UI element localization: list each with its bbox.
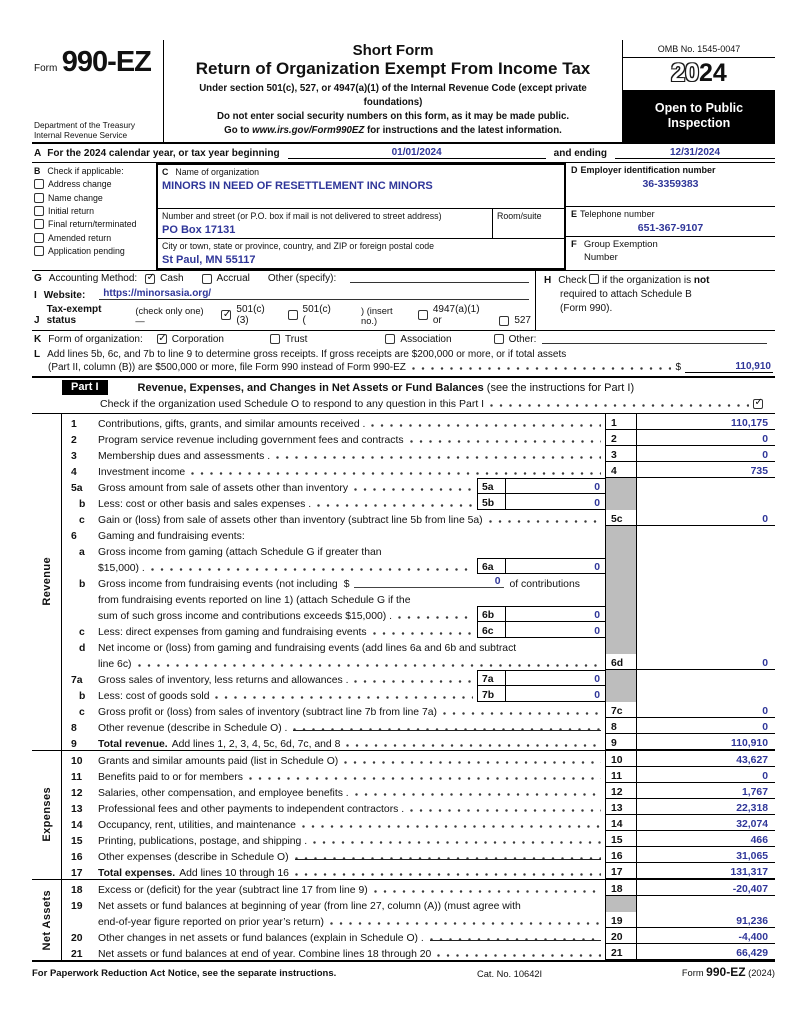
part1-header	[32, 376, 775, 398]
website-label: Website:	[43, 289, 86, 301]
shaded-cell	[605, 526, 637, 542]
revenue-rail	[32, 414, 62, 750]
part1-schedule-o-line: Check if the organization used Schedule O to respond to any question in this Part I ✓	[32, 398, 775, 413]
box-value[interactable]: 0	[594, 625, 600, 637]
line-a	[32, 144, 775, 163]
shaded-cell	[605, 478, 637, 494]
4947a1-checkbox[interactable]	[418, 310, 428, 320]
shaded-cell	[605, 606, 637, 622]
check-initial-return[interactable]: Initial return	[34, 206, 154, 216]
4947a1-option[interactable]: 4947(a)(1) or	[418, 304, 489, 326]
shaded-cell	[605, 542, 637, 558]
amount-field[interactable]: 0	[637, 654, 775, 670]
amount-field[interactable]: -20,407	[637, 880, 775, 896]
cash-checkbox[interactable]	[145, 274, 155, 284]
amount-field[interactable]: 31,065	[637, 847, 775, 863]
section-def	[566, 163, 775, 270]
row-line6a-2: $15,000) . 6a 0	[62, 558, 775, 574]
shaded-cell	[605, 638, 637, 654]
other-specify-field[interactable]	[350, 282, 529, 283]
box-value[interactable]: 0	[594, 497, 600, 509]
tax-year-begin-field[interactable]: 01/01/2024	[288, 147, 546, 159]
row-line6b-2: from fundraising events reported on line 1) (attach Schedule G if the	[62, 590, 775, 606]
org-name-label: Name of organization	[175, 167, 259, 178]
501c-checkbox[interactable]	[288, 310, 298, 320]
shaded-cell	[605, 670, 637, 686]
row-line6d-1: d Net income or (loss) from gaming and fundraising events (add lines 6a and 6b and subtract	[62, 638, 775, 654]
501c-option[interactable]: 501(c) (	[288, 304, 336, 326]
row-line5c: c Gain or (loss) from sale of assets other than inventory (subtract line 5b from line 5a) 5c 0	[62, 510, 775, 526]
name-change-checkbox[interactable]	[34, 193, 44, 203]
row-line12: 12 Salaries, other compensation, and employee benefits . 12 1,767	[62, 783, 775, 799]
section-e-label: E	[571, 209, 578, 220]
527-checkbox[interactable]	[499, 316, 509, 326]
title-sub3: Go to www.irs.gov/Form990EZ for instructions and the latest information.	[224, 125, 562, 137]
row-line6a-1: a Gross income from gaming (attach Schedule G if greater than	[62, 542, 775, 558]
amount-field[interactable]: 0	[637, 510, 775, 526]
part1-table	[32, 413, 775, 962]
line-a-text: For the 2024 calendar year, or tax year beginning	[47, 148, 280, 160]
section-g: G Accounting Method: ✓ Cash Accrual Other (specify):	[32, 273, 535, 284]
amount-field[interactable]: 0	[637, 718, 775, 734]
tax-year: 2024	[671, 59, 727, 87]
corporation-option[interactable]: ✓ Corporation	[157, 334, 224, 345]
open-to-public-badge: Open to Public Inspection	[623, 90, 775, 142]
row-line7c: c Gross profit or (loss) from sales of inventory (subtract line 7b from line 7a) 7c 0	[62, 702, 775, 718]
line-a-label: A	[34, 148, 42, 160]
association-checkbox[interactable]	[385, 334, 395, 344]
accrual-option[interactable]: Accrual	[202, 273, 250, 284]
row-line6: 6 Gaming and fundraising events:	[62, 526, 775, 542]
shaded-cell	[605, 622, 637, 638]
row-line3: 3 Membership dues and assessments . 3 0	[62, 446, 775, 462]
net-assets-label: Net Assets	[40, 889, 53, 950]
check-address-change[interactable]: Address change	[34, 179, 154, 189]
trust-checkbox[interactable]	[270, 334, 280, 344]
amount-field[interactable]: 0	[637, 767, 775, 783]
telephone-field[interactable]: 651-367-9107	[637, 222, 704, 235]
title-sub1: Under section 501(c), 527, or 4947(a)(1) of the Internal Revenue Code (except private foundations)	[199, 83, 587, 109]
amount-field[interactable]: 466	[637, 831, 775, 847]
gross-receipts-field[interactable]: 110,910	[685, 361, 773, 373]
row-line5b: b Less: cost or other basis and sales expenses . 5b 0	[62, 494, 775, 510]
row-line6b-1: b Gross income from fundraising events (not including $ 0 of contributions	[62, 574, 775, 590]
check-application-pending[interactable]: Application pending	[34, 246, 154, 256]
form-number-block	[32, 40, 164, 142]
row-line4: 4 Investment income 4 735	[62, 462, 775, 478]
amount-field[interactable]: 0	[637, 446, 775, 462]
box-value[interactable]: 0	[594, 481, 600, 493]
form-footer-id: Form 990-EZ (2024)	[681, 964, 775, 979]
omb-number: OMB No. 1545-0047	[623, 40, 775, 58]
omb-year-block	[623, 40, 775, 142]
shaded-cell	[605, 574, 637, 590]
row-line5a: 5a Gross amount from sale of assets other than inventory 5a 0	[62, 478, 775, 494]
amount-field[interactable]: 0	[637, 430, 775, 446]
entity-block	[32, 163, 775, 271]
net-assets-group	[32, 880, 775, 962]
form-title-block	[164, 40, 623, 142]
amount-field[interactable]: 91,236	[637, 912, 775, 928]
box-value[interactable]: 0	[594, 673, 600, 685]
row-line19-1: 19 Net assets or fund balances at beginning of year (from line 27, column (A)) (must agree with	[62, 896, 775, 912]
revenue-group	[32, 414, 775, 751]
other-org-checkbox[interactable]	[494, 334, 504, 344]
amount-field[interactable]: 110,175	[637, 414, 775, 430]
accounting-method-label: Accounting Method:	[48, 273, 138, 285]
shaded-cell	[605, 896, 637, 912]
part1-note: (see the instructions for Part I)	[486, 381, 635, 394]
row-line7b: b Less: cost of goods sold 7b 0	[62, 686, 775, 702]
section-h: H Check if the organization is not required to attach Schedule B (Form 990).	[535, 271, 775, 330]
shaded-cell	[605, 494, 637, 510]
row-line11: 11 Benefits paid to or for members 11 0	[62, 767, 775, 783]
dot-leader	[490, 404, 749, 407]
row-line15: 15 Printing, publications, postage, and shipping . 15 466	[62, 831, 775, 847]
title-short-form: Short Form	[352, 42, 434, 59]
box-value[interactable]: 0	[594, 689, 600, 701]
other-specify-label: Other (specify):	[267, 273, 337, 285]
row-line9: 9 Total revenue. Add lines 1, 2, 3, 4, 5c, 6d, 7c, and 8 9 110,910	[62, 734, 775, 750]
check-name-change[interactable]: Name change	[34, 193, 154, 203]
and-ending-text: and ending	[553, 148, 607, 160]
shaded-cell	[605, 686, 637, 702]
dept-treasury: Department of the Treasury	[34, 120, 135, 131]
section-b	[32, 163, 156, 270]
accrual-checkbox[interactable]	[202, 274, 212, 284]
amount-field[interactable]: 22,318	[637, 799, 775, 815]
row-line8: 8 Other revenue (describe in Schedule O) . 8 0	[62, 718, 775, 734]
section-l-line2: (Part II, column (B)) are $500,000 or more, file Form 990 instead of Form 990-EZ $ 110,910	[48, 360, 771, 373]
dollar-sign: $	[675, 361, 681, 373]
schedule-b-checkbox[interactable]	[589, 274, 599, 284]
association-option[interactable]: Association	[385, 334, 451, 345]
city-label: City or town, state or province, country, and ZIP or foreign postal code	[162, 241, 435, 252]
irs-url: www.irs.gov/Form990EZ	[252, 125, 365, 137]
street-label: Number and street (or P.O. box if mail is not delivered to street address)	[162, 211, 442, 222]
section-c	[156, 163, 566, 270]
address-change-checkbox[interactable]	[34, 179, 44, 189]
final-return-checkbox[interactable]	[34, 219, 44, 229]
net-assets-rail	[32, 880, 62, 960]
amount-field[interactable]: 110,910	[637, 734, 775, 750]
section-b-title: Check if applicable:	[47, 166, 124, 177]
amount-field[interactable]: 66,429	[637, 944, 775, 960]
row-line7a: 7a Gross sales of inventory, less returns and allowances . 7a 0	[62, 670, 775, 686]
row-line2: 2 Program service revenue including government fees and contracts 2 0	[62, 430, 775, 446]
corporation-checkbox[interactable]	[157, 334, 167, 344]
amount-field[interactable]: -4,400	[637, 928, 775, 944]
row-line18: 18 Excess or (deficit) for the year (subtract line 17 from line 9) 18 -20,407	[62, 880, 775, 896]
row-line14: 14 Occupancy, rent, utilities, and maintenance 14 32,074	[62, 815, 775, 831]
section-c-label: C	[162, 167, 169, 178]
initial-return-checkbox[interactable]	[34, 206, 44, 216]
section-j: J Tax-exempt status (check only one) — ✓ 501(c)(3) 501(c) ( ) (insert no.) 4947(a)(1) or 527	[32, 304, 535, 326]
tax-year-end-field[interactable]: 12/31/2024	[615, 147, 775, 159]
city-field[interactable]: St Paul, MN 55117	[162, 254, 256, 267]
form-number: 990-EZ	[61, 46, 151, 78]
row-line1: 1 Contributions, gifts, grants, and similar amounts received . 1 110,175	[62, 414, 775, 430]
other-org-field[interactable]	[542, 343, 767, 344]
row-line10: 10 Grants and similar amounts paid (list in Schedule O) 10 43,627	[62, 751, 775, 767]
row-line16: 16 Other expenses (describe in Schedule O) 16 31,065	[62, 847, 775, 863]
501c3-option[interactable]: ✓ 501(c)(3)	[221, 304, 275, 326]
check-amended-return[interactable]: Amended return	[34, 233, 154, 243]
amount-field[interactable]: 131,317	[637, 863, 775, 879]
amount-field[interactable]: 735	[637, 462, 775, 478]
section-k: K Form of organization: ✓ Corporation Trust Association Other:	[32, 330, 775, 347]
group-exemption-label2: Number	[584, 251, 618, 263]
part1-title: Revenue, Expenses, and Changes in Net Assets or Fund Balances	[137, 381, 484, 394]
check-final-return[interactable]: Final return/terminated	[34, 219, 154, 229]
box-value[interactable]: 0	[594, 609, 600, 621]
ein-label: Employer identification number	[580, 165, 716, 176]
page-title: Return of Organization Exempt From Income Tax	[195, 59, 591, 78]
part1-badge: Part I	[62, 380, 108, 395]
website-link[interactable]: https://minorsasia.org/	[103, 287, 212, 299]
section-d-label: D	[571, 165, 578, 176]
other-option[interactable]: Other:	[494, 334, 537, 345]
group-exemption-label: Group Exemption	[583, 239, 658, 251]
amount-field[interactable]: 43,627	[637, 751, 775, 767]
contributions-field[interactable]: 0	[354, 576, 504, 588]
section-l-line1: L Add lines 5b, 6c, and 7b to line 9 to determine gross receipts. If gross receipts are $200,000 or more, or if total assets	[34, 348, 567, 360]
row-line6d-2: line 6c) 6d 0	[62, 654, 775, 670]
expenses-group	[32, 751, 775, 880]
cash-option[interactable]: ✓ Cash	[145, 273, 183, 284]
sections-g-to-l	[32, 271, 775, 376]
room-suite-label: Room/suite	[497, 211, 542, 222]
trust-option[interactable]: Trust	[270, 334, 307, 345]
form-word: Form	[34, 63, 58, 74]
row-line6c: c Less: direct expenses from gaming and fundraising events 6c 0	[62, 622, 775, 638]
row-line20: 20 Other changes in net assets or fund balances (explain in Schedule O) . 20 -4,400	[62, 928, 775, 944]
org-name-field[interactable]: MINORS IN NEED OF RESETTLEMENT INC MINORS	[162, 180, 433, 193]
paperwork-notice: For Paperwork Reduction Act Notice, see the separate instructions.	[32, 967, 337, 979]
section-i: I Website: https://minorsasia.org/	[32, 288, 535, 301]
form-footer	[32, 962, 775, 979]
amount-field[interactable]: 0	[637, 702, 775, 718]
amended-return-checkbox[interactable]	[34, 233, 44, 243]
501c3-checkbox[interactable]	[221, 310, 231, 320]
row-line13: 13 Professional fees and other payments to independent contractors . 13 22,318	[62, 799, 775, 815]
expenses-label: Expenses	[40, 787, 53, 843]
catalog-number: Cat. No. 10642I	[477, 968, 543, 979]
tax-exempt-status-label: Tax-exempt status	[46, 304, 102, 327]
dot-leader	[412, 367, 672, 370]
ein-field[interactable]: 36-3359383	[642, 178, 699, 191]
dept-irs: Internal Revenue Service	[34, 129, 128, 140]
expenses-rail	[32, 751, 62, 879]
shaded-cell	[605, 558, 637, 574]
row-line6b-3: sum of such gross income and contributions exceeds $15,000) . 6b 0	[62, 606, 775, 622]
street-field[interactable]: PO Box 17131	[162, 224, 236, 237]
box-value[interactable]: 0	[594, 561, 600, 573]
application-pending-checkbox[interactable]	[34, 246, 44, 256]
telephone-label: Telephone number	[580, 209, 655, 220]
section-f-label: F	[571, 239, 577, 251]
shaded-cell	[605, 590, 637, 606]
form-of-organization-label: Form of organization:	[48, 333, 143, 345]
form-header	[32, 40, 775, 144]
527-option[interactable]: 527	[499, 315, 531, 326]
revenue-label: Revenue	[40, 557, 53, 607]
title-sub2: Do not enter social security numbers on this form, as it may be made public.	[216, 111, 570, 123]
section-b-label: B	[34, 166, 41, 177]
schedule-o-checkbox[interactable]	[753, 399, 763, 409]
amount-field[interactable]: 1,767	[637, 783, 775, 799]
row-line19-2: end-of-year figure reported on prior year’s return) 19 91,236	[62, 912, 775, 928]
row-line21: 21 Net assets or fund balances at end of year. Combine lines 18 through 20 21 66,429	[62, 944, 775, 960]
amount-field[interactable]: 32,074	[637, 815, 775, 831]
row-line17: 17 Total expenses. Add lines 10 through 16 17 131,317	[62, 863, 775, 879]
